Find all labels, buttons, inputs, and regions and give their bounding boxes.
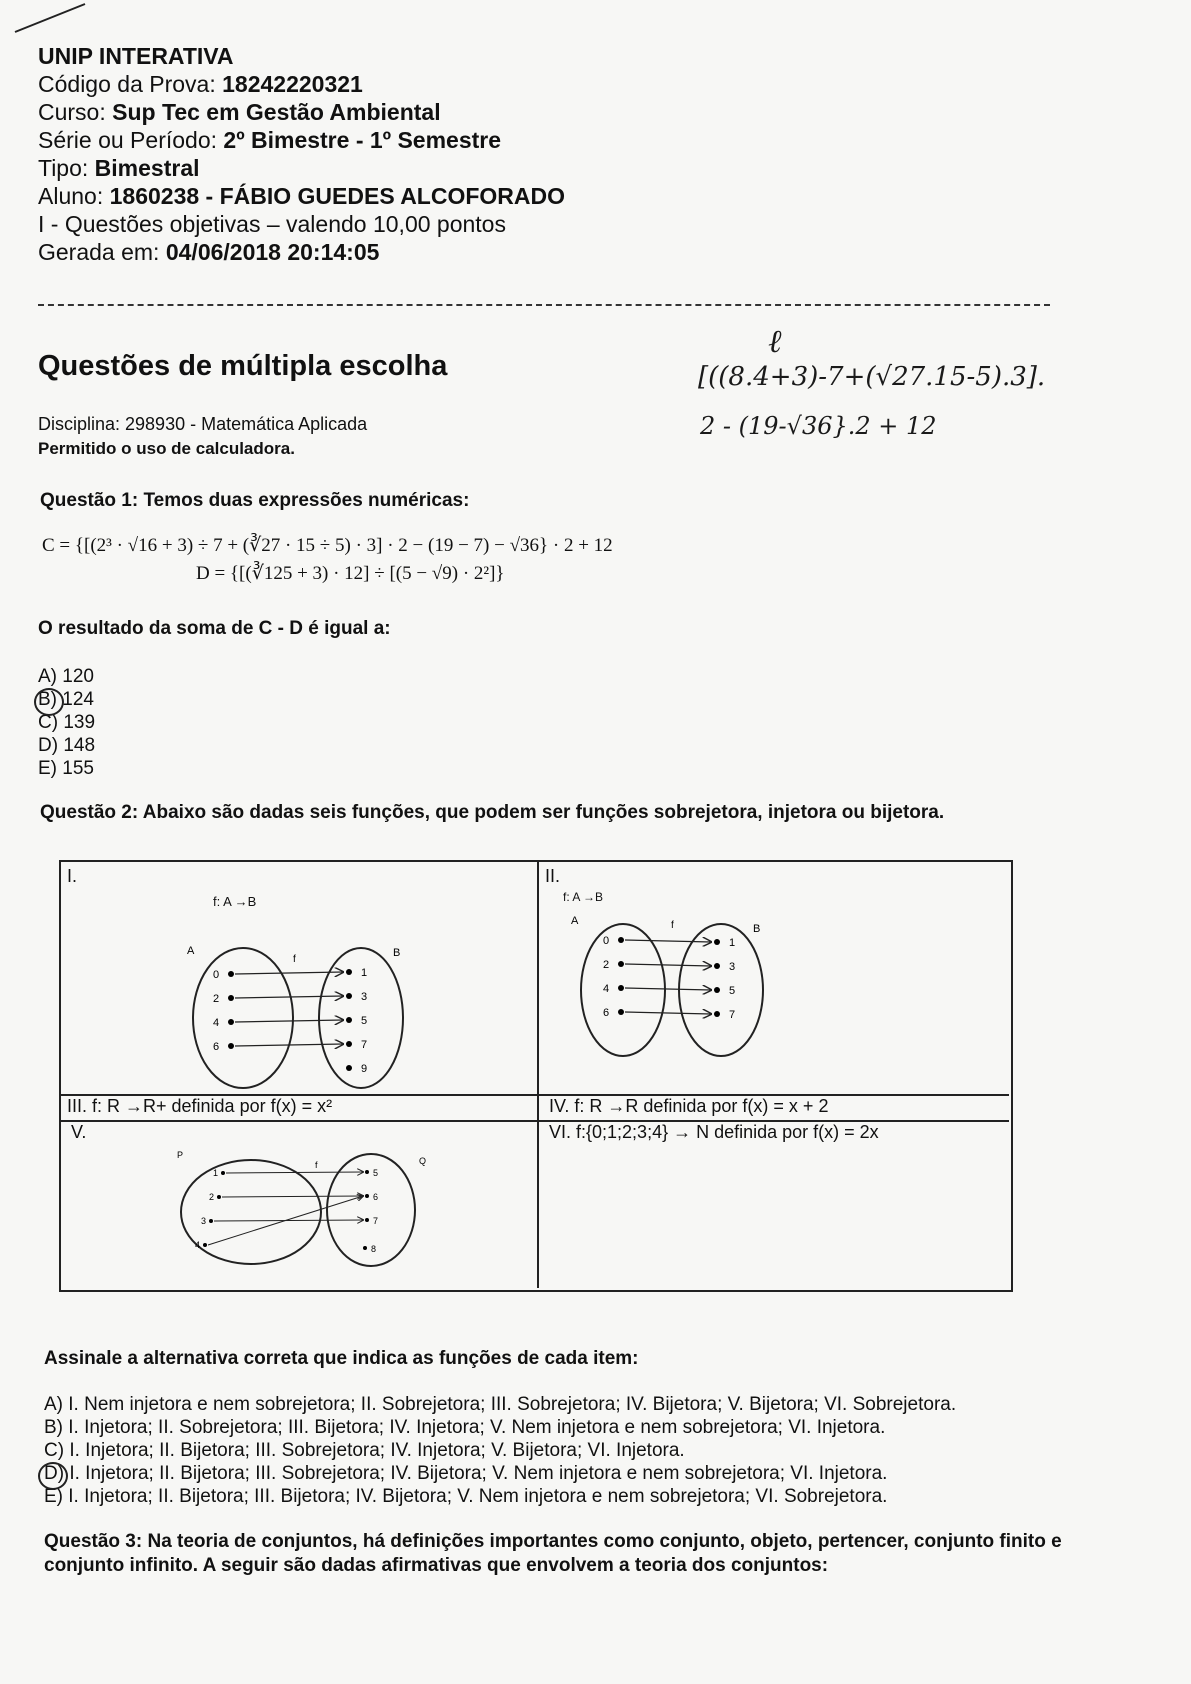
q1-option-e[interactable]: E) 155 [38, 758, 94, 779]
cell-ii-arrow-label: f [671, 920, 674, 931]
cell-ii-b1: 3 [729, 961, 736, 973]
cell-ii-a0: 0 [603, 935, 610, 947]
cell-i-function: f: A →B [213, 894, 257, 909]
cell-v-b2: 7 [373, 1216, 379, 1226]
cell-ii-diagram [567, 912, 787, 1082]
cell-i-arrow-label: f [293, 954, 296, 965]
q1-title: Questão 1: Temos duas expressões numéricas: [40, 490, 470, 511]
generated-line: Gerada em: 04/06/2018 20:14:05 [38, 239, 380, 265]
cell-i-b2: 5 [361, 1015, 368, 1027]
q1-selected-answer-circle [34, 688, 64, 716]
cell-v-label: V. [71, 1122, 87, 1142]
cell-v-a2: 3 [201, 1216, 207, 1226]
cell-i-diagram [181, 932, 411, 1092]
cell-ii-set-b-label: B [753, 923, 761, 935]
cell-ii-set-a-label: A [571, 915, 579, 927]
q2-selected-answer-circle [38, 1462, 68, 1490]
q3-title: Questão 3: Na teoria de conjuntos, há definições importantes como conjunto, objeto, pertencer, conjunto finito e conjunto infinito. A seguir são dadas afirmativas que envolvem a teoria dos conjuntos: [44, 1531, 1062, 1576]
student-line: Aluno: 1860238 - FÁBIO GUEDES ALCOFORADO [38, 183, 566, 209]
q2-option-d[interactable]: D) I. Injetora; II. Bijetora; III. Sobrejetora; IV. Bijetora; V. Nem injetora e nem sobrejetora; VI. Injetora. [44, 1463, 888, 1484]
cell-iv-definition: IV. f: R →R definida por f(x) = x + 2 [549, 1096, 829, 1116]
cell-ii-a2: 4 [603, 983, 610, 995]
cell-i-b3: 7 [361, 1039, 368, 1051]
pen-stroke-mark [10, 0, 90, 40]
q2-option-a[interactable]: A) I. Nem injetora e nem sobrejetora; II. Sobrejetora; III. Sobrejetora; IV. Bijetora; V. Bijetora; VI. Sobrejetora. [44, 1394, 957, 1415]
q1-prompt: O resultado da soma de C - D é igual a: [38, 618, 391, 639]
q2-prompt: Assinale a alternativa correta que indica as funções de cada item: [44, 1348, 639, 1369]
cell-i-a2: 4 [213, 1017, 220, 1029]
q1-option-a[interactable]: A) 120 [38, 666, 94, 687]
institution-name: UNIP INTERATIVA [38, 43, 234, 69]
q1-option-c[interactable]: C) 139 [38, 712, 96, 733]
cell-i-set-b-label: B [393, 947, 401, 959]
section-title: Questões de múltipla escolha [38, 350, 448, 382]
type-line: Tipo: Bimestral [38, 155, 200, 181]
cell-v-a1: 2 [209, 1192, 215, 1202]
handwritten-line-2: 2 - (19-√36}.2 + 12 [700, 412, 937, 440]
cell-v-arrow-label: f [315, 1160, 318, 1170]
cell-v-b0: 5 [373, 1168, 379, 1178]
functions-table [59, 860, 1013, 1292]
cell-iii-definition: III. f: R →R+ definida por f(x) = x² [67, 1096, 333, 1116]
cell-i-set-a-label: A [187, 945, 195, 957]
q1-option-b[interactable]: B) 124 [38, 689, 94, 710]
cell-v-set-b-label: Q [419, 1156, 427, 1166]
cell-i-a0: 0 [213, 969, 220, 981]
cell-i-b4: 9 [361, 1063, 368, 1075]
handwritten-mark: ℓ [768, 322, 782, 360]
q1-formula-c: C = {[(2³ · √16 + 3) ÷ 7 + (∛27 · 15 ÷ 5) · 3] · 2 − (19 − 7) − √36} · 2 + 12 [42, 535, 613, 556]
cell-v-b1: 6 [373, 1192, 379, 1202]
cell-i-b0: 1 [361, 967, 368, 979]
q2-option-e[interactable]: E) I. Injetora; II. Bijetora; III. Bijetora; IV. Bijetora; V. Nem injetora e nem sobrejetora; VI. Sobrejetora. [44, 1486, 888, 1507]
section-line: I - Questões objetivas – valendo 10,00 pontos [38, 211, 506, 237]
cell-ii-a3: 6 [603, 1007, 610, 1019]
cell-v-set-a-label: P [177, 1150, 184, 1160]
cell-v-a3: 4 [195, 1240, 201, 1250]
cell-v-a0: 1 [213, 1168, 219, 1178]
cell-i-a1: 2 [213, 993, 220, 1005]
cell-ii-b3: 7 [729, 1009, 736, 1021]
cell-ii-label: II. [545, 866, 561, 886]
period-line: Série ou Período: 2º Bimestre - 1º Semestre [38, 127, 502, 153]
calculator-note: Permitido o uso de calculadora. [38, 439, 295, 458]
cell-ii-b2: 5 [729, 985, 736, 997]
cell-i-label: I. [67, 866, 78, 886]
cell-i-a3: 6 [213, 1041, 220, 1053]
cell-ii-b0: 1 [729, 937, 736, 949]
dashed-divider [38, 304, 1050, 306]
discipline-line: Disciplina: 298930 - Matemática Aplicada [38, 414, 368, 434]
cell-ii-function: f: A →B [563, 890, 604, 904]
q2-option-b[interactable]: B) I. Injetora; II. Sobrejetora; III. Bijetora; IV. Injetora; V. Nem injetora e nem sobrejetora; VI. Injetora. [44, 1417, 886, 1438]
exam-code-line: Código da Prova: 18242220321 [38, 71, 363, 97]
cell-v-diagram [171, 1146, 461, 1276]
q2-title: Questão 2: Abaixo são dadas seis funções, que podem ser funções sobrejetora, injetora ou bijetora. [40, 802, 945, 823]
cell-ii-a1: 2 [603, 959, 610, 971]
cell-v-b3: 8 [371, 1244, 377, 1254]
q1-formula-d: D = {[(∛125 + 3) · 12] ÷ [(5 − √9) · 2²]} [196, 563, 505, 584]
cell-vi-definition: VI. f:{0;1;2;3;4} → N definida por f(x) = 2x [549, 1122, 879, 1142]
cell-i-b1: 3 [361, 991, 368, 1003]
handwritten-line-1: [((8.4+3)-7+(√27.15-5).3]. [698, 362, 1046, 392]
q2-option-c[interactable]: C) I. Injetora; II. Bijetora; III. Sobrejetora; IV. Injetora; V. Bijetora; VI. Injetora. [44, 1440, 685, 1461]
q1-option-d[interactable]: D) 148 [38, 735, 96, 756]
course-line: Curso: Sup Tec em Gestão Ambiental [38, 99, 441, 125]
